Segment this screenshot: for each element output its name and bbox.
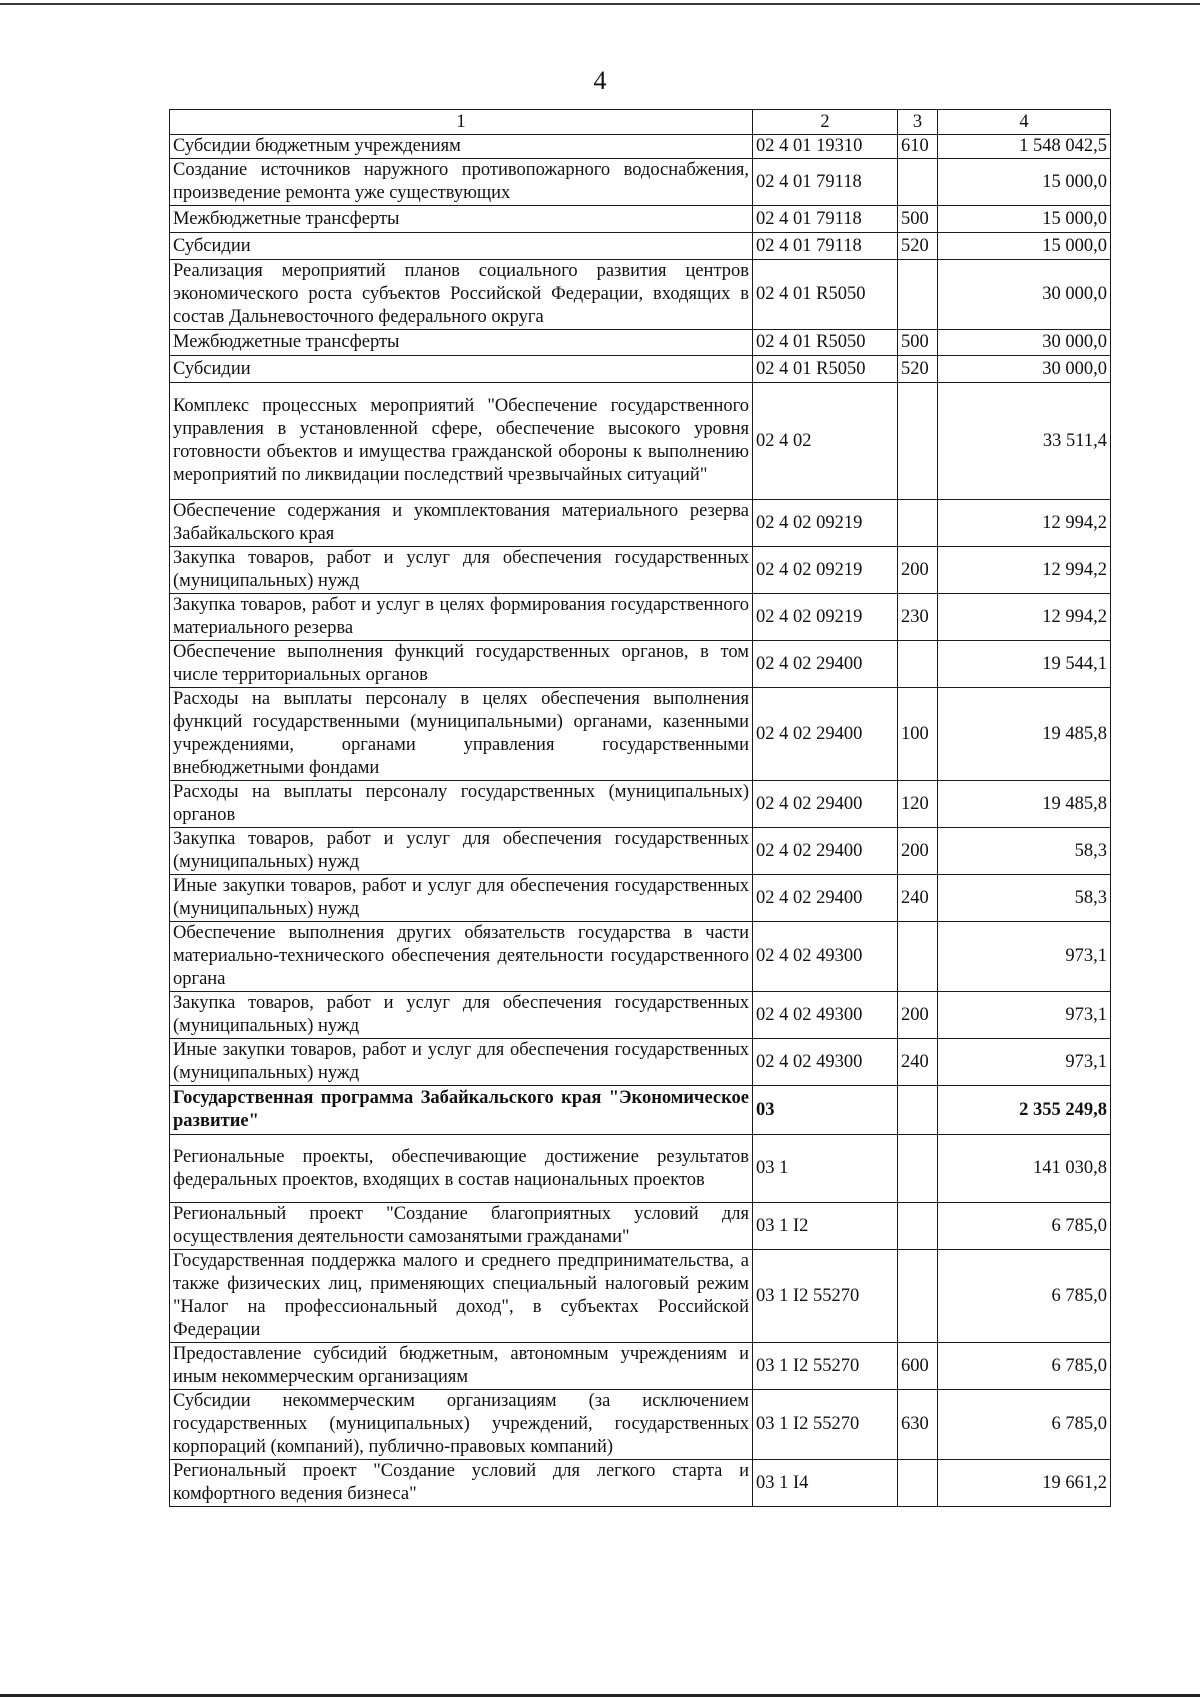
table-row	[170, 1460, 1111, 1507]
table-header-row	[170, 110, 1111, 135]
row-code-cell: 02 4 02 09219	[753, 547, 898, 594]
row-type-cell	[898, 1460, 938, 1507]
row-type-cell: 500	[898, 330, 938, 356]
row-type-cell: 610	[898, 135, 938, 159]
table-row	[170, 1343, 1111, 1390]
table-row	[170, 233, 1111, 260]
row-name-cell: Межбюджетные трансферты	[170, 330, 753, 356]
row-name-cell: Обеспечение выполнения других обязательств государства в части материально-технического обеспечения деятельности государственного органа	[170, 922, 753, 992]
row-code-cell: 03	[753, 1086, 898, 1135]
row-code-cell: 02 4 02	[753, 383, 898, 500]
row-name-cell: Создание источников наружного противопожарного водоснабжения, произведение ремонта уже существующих	[170, 159, 753, 206]
row-code-cell: 02 4 02 09219	[753, 500, 898, 547]
row-amount-cell: 15 000,0	[938, 233, 1111, 260]
row-type-cell	[898, 1135, 938, 1203]
table-row	[170, 1086, 1111, 1135]
row-amount-cell: 19 661,2	[938, 1460, 1111, 1507]
table-row	[170, 1135, 1111, 1203]
row-amount-cell: 58,3	[938, 828, 1111, 875]
row-name-cell: Межбюджетные трансферты	[170, 206, 753, 233]
row-amount-cell: 12 994,2	[938, 547, 1111, 594]
row-type-cell: 240	[898, 1039, 938, 1086]
row-amount-cell: 6 785,0	[938, 1390, 1111, 1460]
table-row	[170, 500, 1111, 547]
row-type-cell	[898, 641, 938, 688]
table-row	[170, 330, 1111, 356]
row-amount-cell: 19 485,8	[938, 688, 1111, 781]
row-amount-cell: 15 000,0	[938, 159, 1111, 206]
row-name-cell: Закупка товаров, работ и услуг для обеспечения государственных (муниципальных) нужд	[170, 992, 753, 1039]
row-name-cell: Субсидии бюджетным учреждениям	[170, 135, 753, 159]
row-code-cell: 03 1 I2 55270	[753, 1390, 898, 1460]
row-code-cell: 02 4 01 R5050	[753, 356, 898, 383]
table-row	[170, 641, 1111, 688]
table-row	[170, 1390, 1111, 1460]
row-type-cell	[898, 383, 938, 500]
table-row	[170, 206, 1111, 233]
row-code-cell: 02 4 02 29400	[753, 828, 898, 875]
page-number: 4	[593, 66, 607, 95]
row-type-cell	[898, 500, 938, 547]
row-code-cell: 02 4 02 29400	[753, 781, 898, 828]
row-amount-cell: 58,3	[938, 875, 1111, 922]
table-row	[170, 992, 1111, 1039]
row-code-cell: 03 1 I2	[753, 1203, 898, 1250]
row-code-cell: 02 4 02 09219	[753, 594, 898, 641]
row-type-cell: 200	[898, 547, 938, 594]
row-name-cell: Региональный проект "Создание условий для легкого старта и комфортного ведения бизнеса"	[170, 1460, 753, 1507]
table-row	[170, 547, 1111, 594]
header-col-1: 1	[170, 110, 753, 135]
table-row	[170, 260, 1111, 330]
row-name-cell: Иные закупки товаров, работ и услуг для обеспечения государственных (муниципальных) нужд	[170, 875, 753, 922]
row-amount-cell: 1 548 042,5	[938, 135, 1111, 159]
table-row	[170, 781, 1111, 828]
row-name-cell: Реализация мероприятий планов социального развития центров экономического роста субъектов Российской Федерации, входящих в состав Дальневосточного федерального округа	[170, 260, 753, 330]
row-amount-cell: 30 000,0	[938, 260, 1111, 330]
row-type-cell: 520	[898, 233, 938, 260]
table-row	[170, 1203, 1111, 1250]
row-name-cell: Расходы на выплаты персоналу в целях обеспечения выполнения функций государственными (муниципальными) органами, казенными учреждениями, органами управления государственными внебюджетными фондами	[170, 688, 753, 781]
row-type-cell	[898, 159, 938, 206]
table-row	[170, 1039, 1111, 1086]
row-type-cell: 630	[898, 1390, 938, 1460]
row-code-cell: 02 4 01 R5050	[753, 330, 898, 356]
row-code-cell: 02 4 02 29400	[753, 641, 898, 688]
table-row	[170, 1250, 1111, 1343]
row-name-cell: Закупка товаров, работ и услуг для обеспечения государственных (муниципальных) нужд	[170, 547, 753, 594]
row-amount-cell: 6 785,0	[938, 1250, 1111, 1343]
row-code-cell: 02 4 01 79118	[753, 159, 898, 206]
row-amount-cell: 973,1	[938, 922, 1111, 992]
row-amount-cell: 30 000,0	[938, 330, 1111, 356]
row-amount-cell: 6 785,0	[938, 1343, 1111, 1390]
row-amount-cell: 30 000,0	[938, 356, 1111, 383]
header-col-3: 3	[898, 110, 938, 135]
row-code-cell: 03 1 I4	[753, 1460, 898, 1507]
row-type-cell: 120	[898, 781, 938, 828]
row-type-cell: 520	[898, 356, 938, 383]
row-code-cell: 03 1 I2 55270	[753, 1250, 898, 1343]
row-type-cell	[898, 1203, 938, 1250]
table-row	[170, 356, 1111, 383]
row-amount-cell: 19 544,1	[938, 641, 1111, 688]
row-code-cell: 02 4 02 49300	[753, 922, 898, 992]
row-name-cell: Субсидии некоммерческим организациям (за исключением государственных (муниципальных) учреждений, государственных корпораций (компаний), публично-правовых компаний)	[170, 1390, 753, 1460]
row-code-cell: 03 1 I2 55270	[753, 1343, 898, 1390]
row-name-cell: Обеспечение содержания и укомплектования материального резерва Забайкальского края	[170, 500, 753, 547]
row-name-cell: Иные закупки товаров, работ и услуг для обеспечения государственных (муниципальных) нужд	[170, 1039, 753, 1086]
row-code-cell: 03 1	[753, 1135, 898, 1203]
table-row	[170, 159, 1111, 206]
table-row	[170, 135, 1111, 159]
row-type-cell	[898, 1086, 938, 1135]
row-amount-cell: 6 785,0	[938, 1203, 1111, 1250]
table-row	[170, 828, 1111, 875]
row-name-cell: Региональные проекты, обеспечивающие достижение результатов федеральных проектов, входящих в состав национальных проектов	[170, 1135, 753, 1203]
table-row	[170, 594, 1111, 641]
row-name-cell: Государственная поддержка малого и среднего предпринимательства, а также физических лиц, применяющих специальный налоговый режим "Налог на профессиональный доход", в субъектах Российской Федерации	[170, 1250, 753, 1343]
row-code-cell: 02 4 01 19310	[753, 135, 898, 159]
row-amount-cell: 15 000,0	[938, 206, 1111, 233]
row-name-cell: Обеспечение выполнения функций государственных органов, в том числе территориальных органов	[170, 641, 753, 688]
row-code-cell: 02 4 02 49300	[753, 1039, 898, 1086]
row-code-cell: 02 4 01 79118	[753, 233, 898, 260]
row-amount-cell: 33 511,4	[938, 383, 1111, 500]
row-name-cell: Расходы на выплаты персоналу государственных (муниципальных) органов	[170, 781, 753, 828]
row-type-cell	[898, 260, 938, 330]
table-row	[170, 875, 1111, 922]
row-amount-cell: 12 994,2	[938, 500, 1111, 547]
row-name-cell: Субсидии	[170, 356, 753, 383]
row-amount-cell: 973,1	[938, 992, 1111, 1039]
row-type-cell: 230	[898, 594, 938, 641]
header-col-4: 4	[938, 110, 1111, 135]
row-name-cell: Закупка товаров, работ и услуг для обеспечения государственных (муниципальных) нужд	[170, 828, 753, 875]
header-col-2: 2	[753, 110, 898, 135]
row-type-cell: 200	[898, 828, 938, 875]
table-row	[170, 383, 1111, 500]
table-row	[170, 922, 1111, 992]
row-amount-cell: 2 355 249,8	[938, 1086, 1111, 1135]
row-amount-cell: 141 030,8	[938, 1135, 1111, 1203]
row-amount-cell: 973,1	[938, 1039, 1111, 1086]
row-amount-cell: 19 485,8	[938, 781, 1111, 828]
scan-border-bottom	[0, 1694, 1200, 1697]
table-row	[170, 688, 1111, 781]
row-type-cell: 600	[898, 1343, 938, 1390]
row-name-cell: Региональный проект "Создание благоприятных условий для осуществления деятельности самозанятыми гражданами"	[170, 1203, 753, 1250]
row-type-cell	[898, 1250, 938, 1343]
row-name-cell: Закупка товаров, работ и услуг в целях формирования государственного материального резерва	[170, 594, 753, 641]
row-code-cell: 02 4 02 49300	[753, 992, 898, 1039]
row-type-cell	[898, 922, 938, 992]
row-code-cell: 02 4 02 29400	[753, 875, 898, 922]
budget-table-body	[170, 110, 1111, 1507]
row-code-cell: 02 4 01 R5050	[753, 260, 898, 330]
row-name-cell: Предоставление субсидий бюджетным, автономным учреждениям и иным некоммерческим организациям	[170, 1343, 753, 1390]
row-code-cell: 02 4 01 79118	[753, 206, 898, 233]
budget-table	[169, 109, 1111, 1507]
row-type-cell: 100	[898, 688, 938, 781]
row-name-cell: Комплекс процессных мероприятий "Обеспечение государственного управления в установленной сфере, обеспечение высокого уровня готовности объектов и имущества гражданской обороны к выполнению мероприятий по ликвидации последствий чрезвычайных ситуаций"	[170, 383, 753, 500]
row-type-cell: 240	[898, 875, 938, 922]
row-amount-cell: 12 994,2	[938, 594, 1111, 641]
row-code-cell: 02 4 02 29400	[753, 688, 898, 781]
row-name-cell: Государственная программа Забайкальского края "Экономическое развитие"	[170, 1086, 753, 1135]
row-type-cell: 500	[898, 206, 938, 233]
row-name-cell: Субсидии	[170, 233, 753, 260]
scan-border-top	[0, 3, 1200, 5]
row-type-cell: 200	[898, 992, 938, 1039]
